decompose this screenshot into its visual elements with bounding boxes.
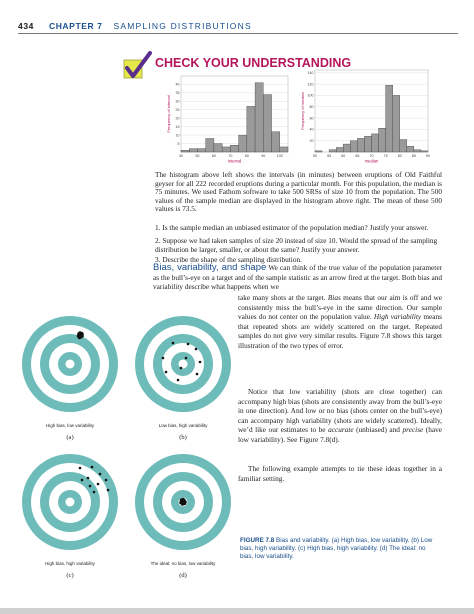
histogram-bar	[255, 83, 263, 152]
page-bottom-bar	[0, 608, 474, 614]
x-axis-label: median	[364, 158, 379, 164]
x-tick-label: 50	[313, 154, 317, 158]
y-tick-label: 40	[309, 127, 314, 132]
shot-mark	[199, 361, 202, 364]
x-tick-label: 80	[244, 154, 249, 158]
x-tick-label: 70	[228, 154, 233, 158]
histogram-bar	[272, 132, 280, 152]
y-tick-label: 30	[175, 99, 180, 104]
median-histogram	[300, 68, 432, 166]
y-tick-label: 20	[175, 116, 180, 121]
header-rule	[18, 33, 458, 34]
histogram-bar	[400, 140, 407, 152]
target-a	[20, 314, 120, 414]
y-tick-label: 15	[175, 124, 180, 129]
x-tick-label: 65	[355, 154, 360, 158]
shot-mark	[87, 477, 90, 480]
shot-mark	[165, 371, 168, 374]
shot-mark	[185, 357, 188, 360]
shot-mark	[195, 348, 198, 351]
figure-caption	[240, 537, 440, 561]
histogram-bar	[350, 141, 357, 152]
histogram-bar	[357, 138, 364, 152]
shot-mark	[162, 357, 165, 360]
bias-definition-paragraph: take many shots at the target. Bias means that our aim is off and we consistently miss the bull’s-eye in the same direction. Our sample values do not center on the population value. High variability means that repeated shots are widely scattered on the target. Repeated samples do not give very similar results. Figure 7.8 shows this target illustration of the two types of error.	[238, 293, 443, 350]
shot-mark	[105, 479, 108, 482]
shot-mark	[78, 331, 82, 335]
shot-mark	[107, 489, 110, 492]
y-tick-label: 100	[307, 93, 314, 98]
y-tick-label: 120	[307, 82, 314, 87]
y-axis-label: Frequency of interval	[166, 95, 171, 133]
histogram-bar	[336, 147, 343, 152]
chapter-label: CHAPTER 7	[48, 21, 103, 31]
question-number: 1.	[155, 223, 161, 232]
running-header	[18, 21, 252, 31]
target-c-caption: High bias, high variability	[45, 561, 95, 566]
question-number: 2.	[155, 236, 161, 245]
histogram-bar	[343, 144, 350, 152]
x-tick-label: 50	[195, 154, 200, 158]
target-ring	[66, 498, 75, 507]
shot-mark	[181, 498, 185, 502]
section-title: SAMPLING DISTRIBUTIONS	[113, 21, 252, 31]
x-tick-label: 85	[411, 154, 416, 158]
geyser-paragraph: The histogram above left shows the intervals (in minutes) between eruptions of Old Faithful geyser for all 222 recorded eruptions during a particular month. For this population, the median is 75 minutes. We used Fathom software to take 500 SRSs of size 10 from the population. The 500 values of the sample median are displayed in the histogram above right. The mean of these 500 values is 73.5.	[155, 170, 442, 213]
term-precise: precise	[402, 425, 424, 434]
target-b-caption: Low bias, high variability	[158, 423, 208, 428]
bias-example-paragraph: The following example attempts to tie these ideas together in a familiar setting.	[238, 464, 442, 483]
histogram-bar	[379, 128, 386, 152]
histogram-bar	[247, 106, 255, 152]
bias-intro-paragraph	[153, 263, 442, 292]
target-ring	[66, 360, 75, 369]
question-text: Describe the shape of the sampling distribution.	[162, 255, 302, 264]
question-1	[155, 224, 442, 233]
target-d-letter: (d)	[179, 572, 187, 579]
bias-intro-text: We can think of the true value of the population parameter as the bull’s-eye on a target and of the sample statistic as an arrow fired at the target. Both bias and variability describe what happens when we	[153, 263, 442, 291]
shot-mark	[99, 473, 102, 476]
histogram-bar	[222, 147, 230, 152]
y-tick-label: 10	[175, 133, 180, 138]
target-a-caption: High bias, low variability	[45, 423, 95, 428]
histogram-bar	[239, 135, 247, 152]
y-tick-label: 80	[309, 105, 314, 110]
term-bias: Bias	[327, 293, 341, 302]
histogram-bar	[214, 144, 222, 152]
term-high-variability: High variability	[373, 312, 422, 321]
x-tick-label: 80	[397, 154, 402, 158]
figure-caption-text: Bias and variability. (a) High bias, low variability. (b) Low bias, high variability. (c) High bias, high variability. (d) The ideal: no bias, low variability.	[240, 537, 433, 560]
histogram-bar	[197, 149, 205, 152]
shot-mark	[196, 373, 199, 376]
x-tick-label: 60	[211, 154, 216, 158]
shot-mark	[177, 379, 180, 382]
y-tick-label: 140	[307, 71, 314, 76]
histogram-bar	[315, 151, 322, 152]
shot-mark	[81, 479, 84, 482]
question-number: 3.	[155, 255, 161, 264]
question-text: Suppose we had taken samples of size 20 instead of size 10. Would the spread of the sampling distribution be larger, smaller, or about the same? Justify your answer.	[155, 236, 438, 254]
x-tick-label: 75	[383, 154, 388, 158]
page-number: 434	[18, 21, 34, 31]
target-a-letter: (a)	[66, 434, 74, 441]
target-b-letter: (b)	[179, 434, 187, 441]
y-tick-label: 60	[309, 116, 314, 121]
interval-histogram	[166, 74, 292, 166]
target-c	[20, 452, 120, 552]
y-tick-label: 20	[309, 138, 314, 143]
y-tick-label: 40	[175, 82, 180, 87]
x-tick-label: 55	[327, 154, 332, 158]
histogram-bar	[189, 149, 197, 152]
x-tick-label: 90	[261, 154, 266, 158]
x-tick-label: 100	[276, 154, 283, 158]
shot-mark	[180, 367, 183, 370]
bias-notice-paragraph: Notice that low variability (shots are close together) can accompany high bias (shots are consistently away from the bull’s-eye in one direction). And low or no bias (shots center on the bull’s-eye) can accompany high variability (shots are widely scattered). Ideally, we’d like our estimates to be accurate (unbiased) and precise (have low variability). See Figure 7.8(d).	[238, 387, 442, 444]
histogram-bar	[393, 95, 400, 152]
histogram-bar	[386, 85, 393, 152]
x-axis-label: Interval	[227, 158, 242, 164]
target-ring	[179, 360, 188, 369]
shot-mark	[79, 467, 82, 470]
shot-mark	[91, 466, 94, 469]
shot-mark	[93, 491, 96, 494]
histogram-bar	[372, 134, 379, 152]
histogram-bar	[364, 136, 371, 152]
shot-mark	[183, 502, 187, 506]
x-tick-label: 60	[341, 154, 346, 158]
shot-mark	[97, 483, 100, 486]
shot-mark	[187, 343, 190, 346]
histogram-bar	[414, 150, 421, 152]
check-your-understanding-title: CHECK YOUR UNDERSTANDING	[155, 56, 352, 70]
x-tick-label: 90	[426, 154, 430, 158]
y-tick-label: 35	[175, 91, 180, 96]
target-d	[133, 452, 233, 552]
question-2	[155, 237, 442, 254]
shot-mark	[89, 485, 92, 488]
y-tick-label: 25	[175, 108, 180, 113]
term-accurate: accurate	[328, 425, 354, 434]
histogram-bar	[421, 151, 428, 152]
x-tick-label: 40	[179, 154, 183, 158]
shot-mark	[172, 342, 175, 345]
histogram-bar	[329, 150, 336, 152]
x-tick-label: 70	[369, 154, 374, 158]
y-tick-label: 5	[177, 141, 180, 146]
target-d-caption: The ideal: no bias, low variability	[150, 561, 216, 566]
shot-mark	[78, 336, 82, 340]
section-heading: Bias, variability, and shape	[153, 262, 267, 273]
histogram-bar	[280, 147, 288, 152]
histogram-bar	[230, 145, 238, 152]
target-b	[133, 314, 233, 414]
figure-label: FIGURE 7.8	[240, 537, 275, 544]
histogram-bar	[206, 138, 214, 152]
y-axis-label: Frequency of median	[300, 92, 305, 130]
histogram-bar	[263, 95, 271, 152]
question-text: Is the sample median an unbiased estimator of the population median? Justify your answer.	[162, 223, 429, 232]
checkmark-icon	[122, 50, 154, 82]
histogram-bar	[407, 146, 414, 152]
target-c-letter: (c)	[66, 572, 74, 579]
histogram-bar	[181, 150, 189, 152]
